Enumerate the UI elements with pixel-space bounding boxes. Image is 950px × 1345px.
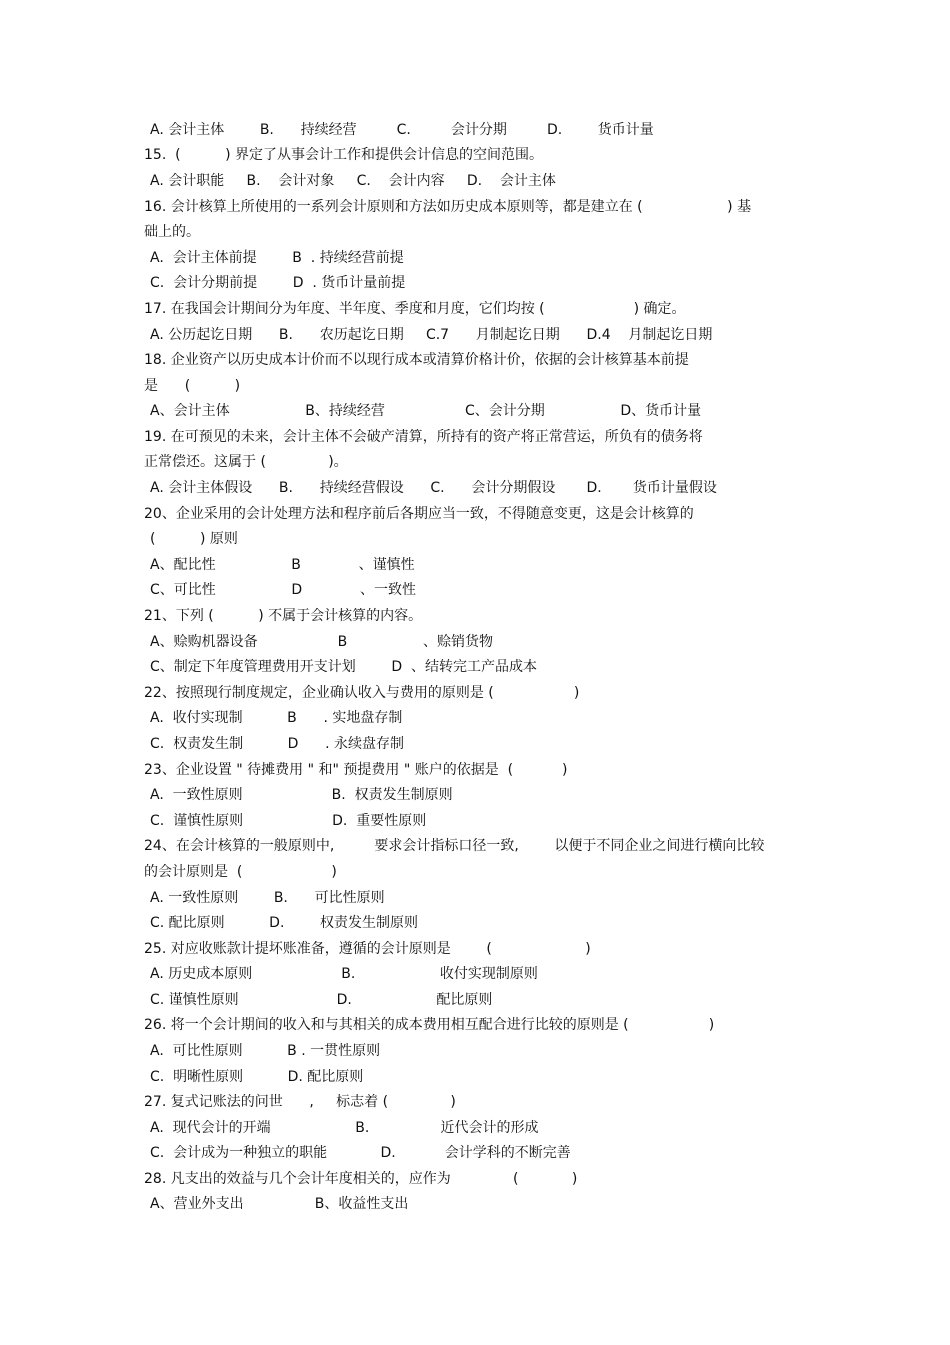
options-25-ab: A. 历史成本原则 B. 收付实现制原则 [150, 966, 538, 982]
options-22-cd: C. 权责发生制 D . 永续盘存制 [150, 736, 405, 752]
question-18: 18. 企业资产以历史成本计价而不以现行成本或清算价格计价，依据的会计核算基本前提 [144, 352, 689, 368]
options-16-cd: C. 会计分期前提 D . 货币计量前提 [150, 275, 406, 291]
options-16-ab: A. 会计主体前提 B . 持续经营前提 [150, 250, 404, 266]
question-18-cont: 是 ( ) [144, 378, 241, 394]
options-24-ab: A. 一致性原则 B. 可比性原则 [150, 890, 385, 906]
question-23: 23、企业设置 " 待摊费用 " 和" 预提费用 " 账户的依据是 ( ) [144, 762, 568, 778]
options-14: A. 会计主体 B. 持续经营 C. 会计分期 D. 货币计量 [150, 122, 654, 138]
options-17: A. 公历起讫日期 B. 农历起讫日期 C.7 月制起讫日期 D.4 月制起讫日期 [150, 327, 713, 343]
options-15: A. 会计职能 B. 会计对象 C. 会计内容 D. 会计主体 [150, 173, 556, 189]
options-20-ab: A、配比性 B 、谨慎性 [150, 557, 415, 573]
options-23-ab: A. 一致性原则 B. 权责发生制原则 [150, 787, 453, 803]
question-20: 20、企业采用的会计处理方法和程序前后各期应当一致，不得随意变更，这是会计核算的 [144, 506, 694, 522]
question-15: 15. ( ) 界定了从事会计工作和提供会计信息的空间范围。 [144, 147, 544, 163]
options-20-cd: C、可比性 D 、一致性 [150, 582, 417, 598]
options-26-cd: C. 明晰性原则 D. 配比原则 [150, 1069, 364, 1085]
question-24: 24、在会计核算的一般原则中, 要求会计指标口径一致, 以便于不同企业之间进行横向比较 [144, 838, 765, 854]
question-24-cont: 的会计原则是 ( ) [144, 864, 337, 880]
options-27-cd: C. 会计成为一种独立的职能 D. 会计学科的不断完善 [150, 1145, 571, 1161]
options-23-cd: C. 谨慎性原则 D. 重要性原则 [150, 813, 427, 829]
options-18: A、会计主体 B、持续经营 C、会计分期 D、货币计量 [150, 403, 702, 419]
question-17: 17. 在我国会计期间分为年度、半年度、季度和月度，它们均按 ( ) 确定。 [144, 301, 686, 317]
options-24-cd: C. 配比原则 D. 权责发生制原则 [150, 915, 419, 931]
question-25: 25. 对应收账款计提坏账准备，遵循的会计原则是 ( ) [144, 941, 591, 957]
options-28-ab: A、营业外支出 B、收益性支出 [150, 1196, 409, 1212]
options-19: A. 会计主体假设 B. 持续经营假设 C. 会计分期假设 D. 货币计量假设 [150, 480, 717, 496]
question-19: 19. 在可预见的未来，会计主体不会破产清算，所持有的资产将正常营运，所负有的债务将 [144, 429, 703, 445]
options-25-cd: C. 谨慎性原则 D. 配比原则 [150, 992, 493, 1008]
question-16-cont: 础上的。 [144, 224, 200, 240]
question-21: 21、下列 ( ) 不属于会计核算的内容。 [144, 608, 423, 624]
question-27: 27. 复式记账法的问世 , 标志着 ( ) [144, 1094, 456, 1110]
question-19-cont: 正常偿还。这属于 ( )。 [144, 454, 348, 470]
question-26: 26. 将一个会计期间的收入和与其相关的成本费用相互配合进行比较的原则是 ( ) [144, 1017, 715, 1033]
options-21-cd: C、制定下年度管理费用开支计划 D 、结转完工产品成本 [150, 659, 538, 675]
question-20-cont: ( ) 原则 [150, 531, 238, 547]
options-27-ab: A. 现代会计的开端 B. 近代会计的形成 [150, 1120, 539, 1136]
options-26-ab: A. 可比性原则 B . 一贯性原则 [150, 1043, 381, 1059]
question-22: 22、按照现行制度规定，企业确认收入与费用的原则是 ( ) [144, 685, 580, 701]
options-22-ab: A. 收付实现制 B . 实地盘存制 [150, 710, 403, 726]
question-16: 16. 会计核算上所使用的一系列会计原则和方法如历史成本原则等，都是建立在 ( ) 基 [144, 199, 752, 215]
options-21-ab: A、赊购机器设备 B 、赊销货物 [150, 634, 493, 650]
question-28: 28. 凡支出的效益与几个会计年度相关的，应作为 ( ) [144, 1171, 578, 1187]
